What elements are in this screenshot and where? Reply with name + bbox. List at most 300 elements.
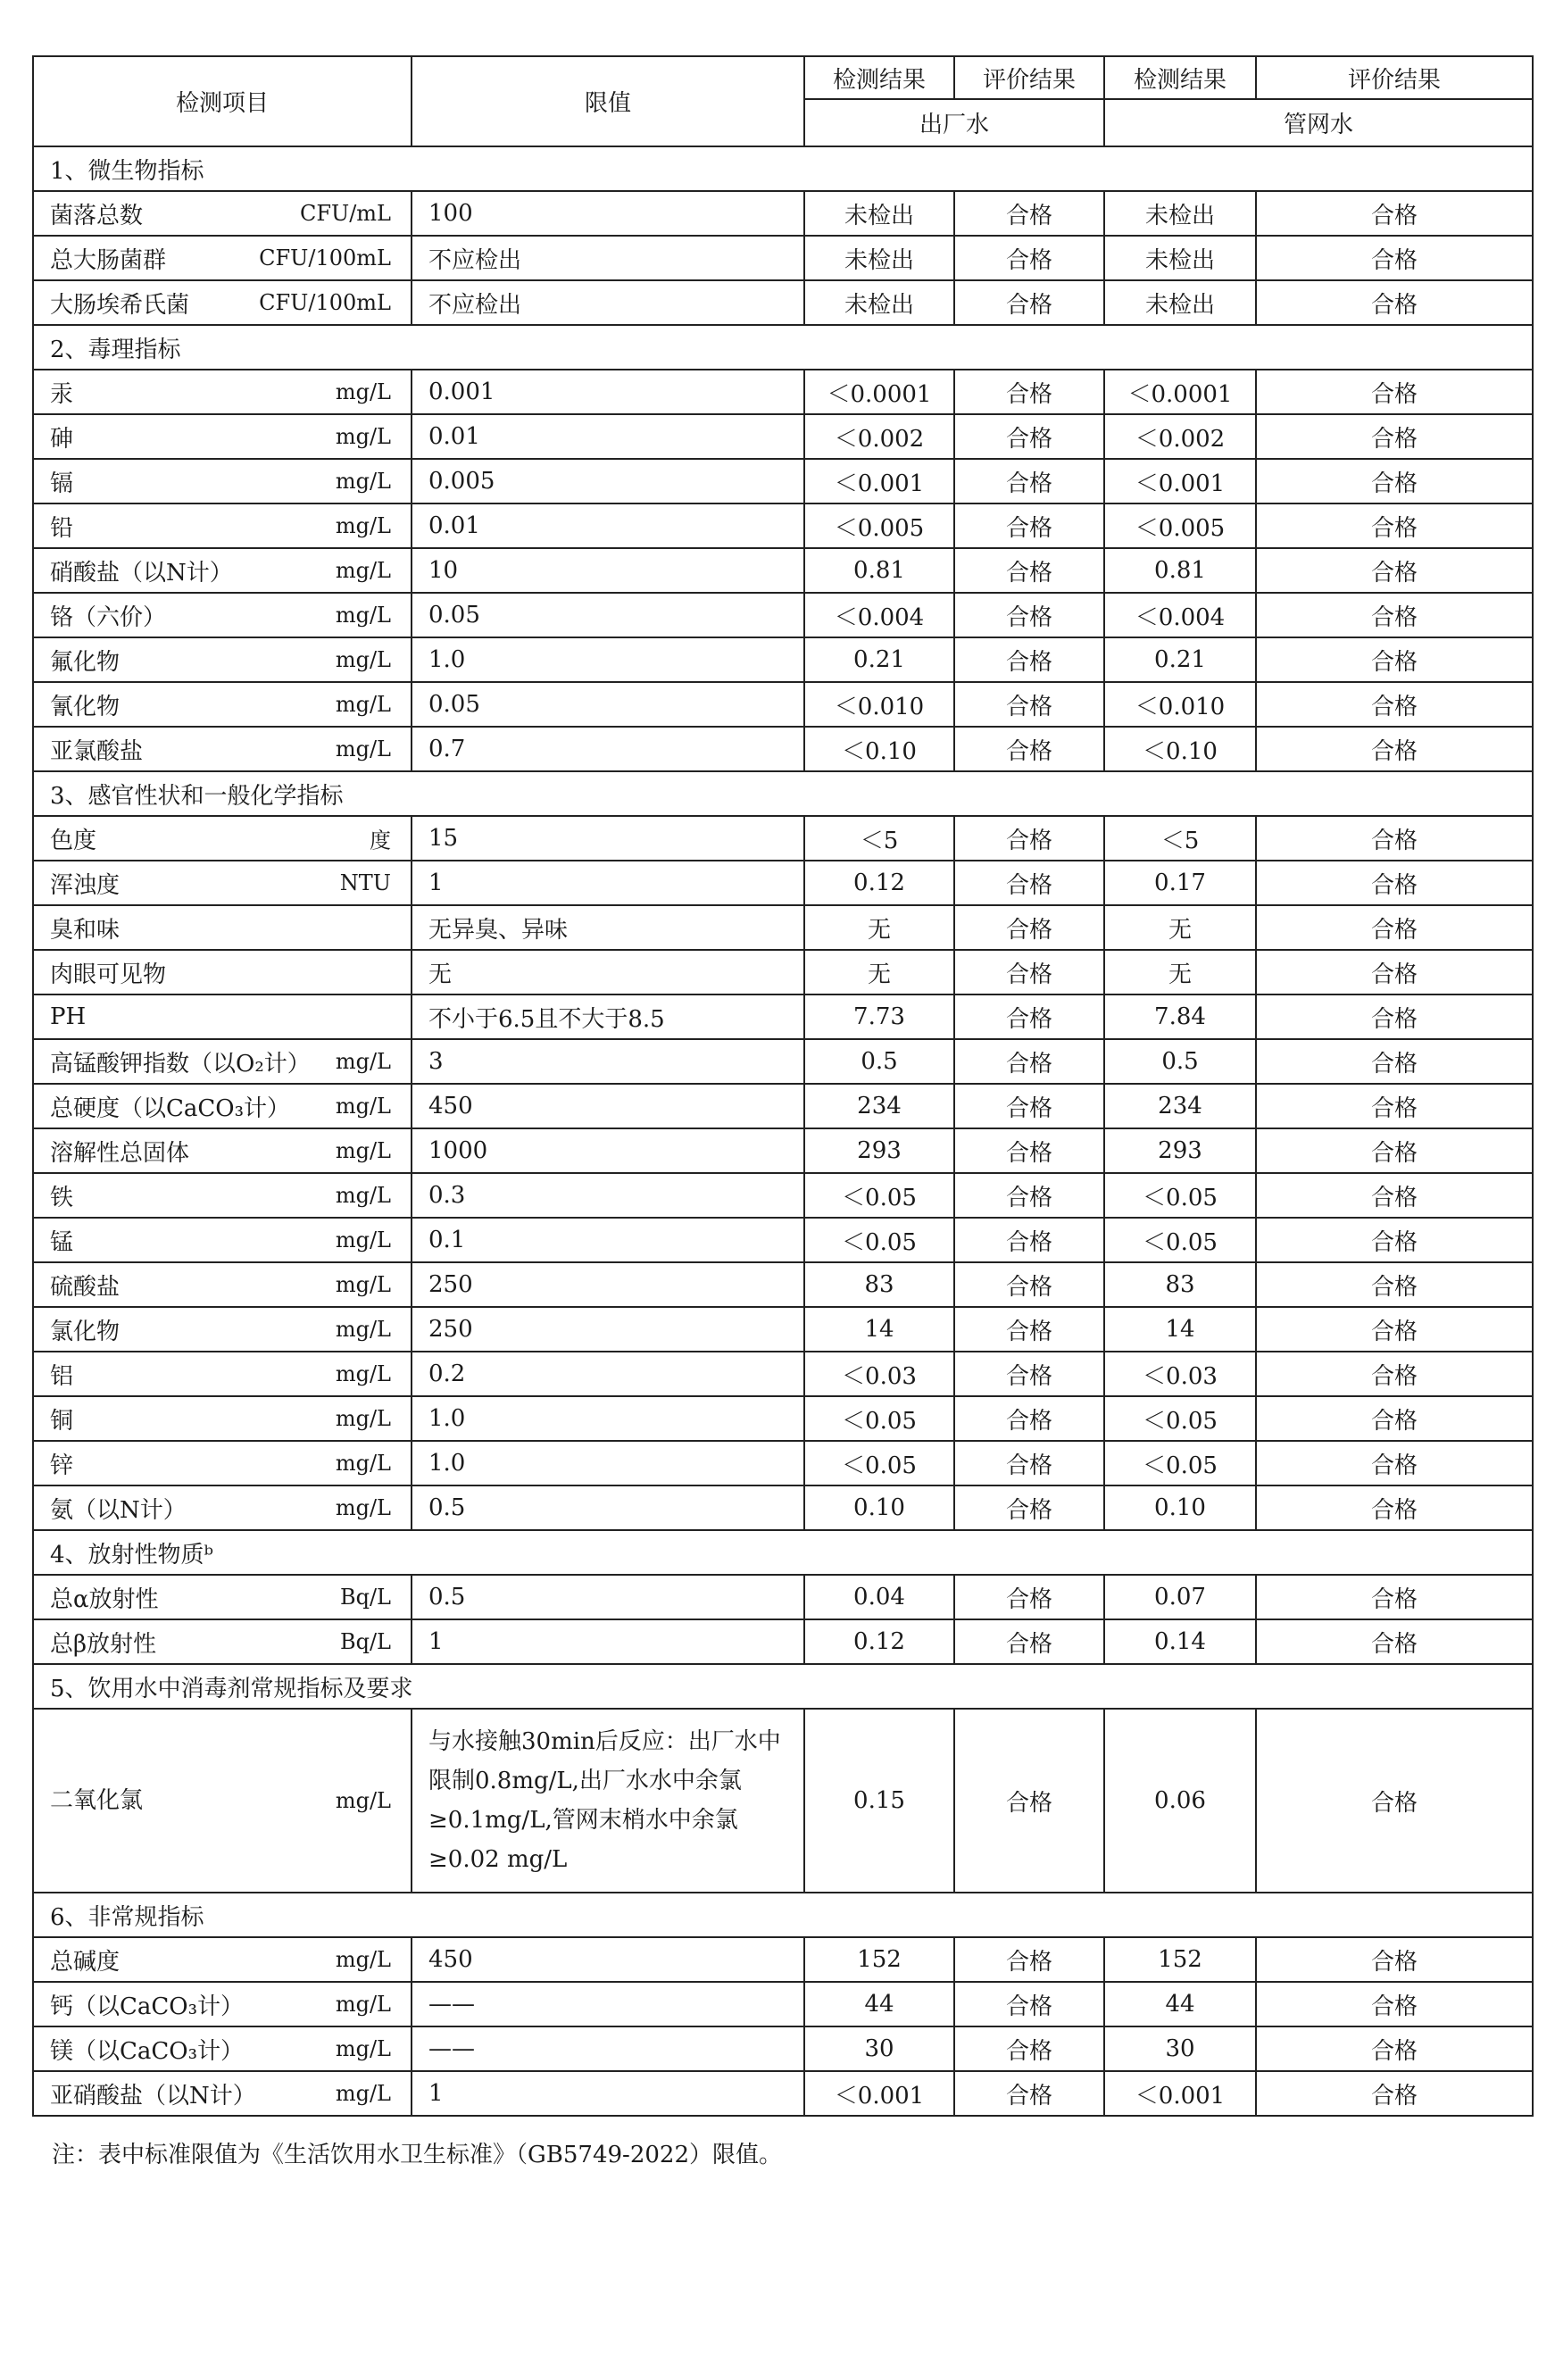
item-unit: mg/L: [335, 1992, 391, 2017]
result-factory: ＜0.10: [804, 727, 954, 771]
eval-factory: 合格: [954, 1396, 1104, 1441]
limit-value: 0.01: [412, 503, 804, 548]
item-cell: [33, 1262, 412, 1307]
result-factory: 未检出: [804, 280, 954, 325]
eval-network: 合格: [1256, 1396, 1533, 1441]
result-factory: 未检出: [804, 236, 954, 280]
item-unit: mg/L: [335, 1361, 391, 1386]
limit-value: 3: [412, 1039, 804, 1084]
section-title: 4、放射性物质ᵇ: [33, 1530, 1533, 1575]
item-cell: [33, 1485, 412, 1530]
result-factory: ＜0.005: [804, 503, 954, 548]
item-unit: mg/L: [335, 736, 391, 761]
result-factory: 0.12: [804, 1619, 954, 1664]
eval-network: 合格: [1256, 593, 1533, 637]
result-network: 30: [1104, 2026, 1256, 2071]
result-network: 0.21: [1104, 637, 1256, 682]
item-cell: [33, 1039, 412, 1084]
item-unit: Bq/L: [339, 1585, 391, 1610]
item-unit: mg/L: [335, 1788, 391, 1813]
item-name: 氟化物: [50, 648, 121, 676]
table-row: [33, 1173, 1533, 1218]
eval-network: 合格: [1256, 1084, 1533, 1128]
table-row: [33, 370, 1533, 414]
eval-network: 合格: [1256, 2071, 1533, 2116]
item-unit: mg/L: [335, 379, 391, 404]
item-name: 二氧化氯: [50, 1787, 144, 1814]
item-cell: [33, 1982, 412, 2026]
section-row: [33, 771, 1533, 816]
eval-network: 合格: [1256, 861, 1533, 905]
result-factory: 152: [804, 1937, 954, 1982]
eval-network: 合格: [1256, 236, 1533, 280]
item-unit: mg/L: [335, 1049, 391, 1074]
limit-value: 0.001: [412, 370, 804, 414]
item-cell: [33, 861, 412, 905]
header-result-2: 检测结果: [1104, 56, 1256, 99]
result-network: 0.07: [1104, 1575, 1256, 1619]
limit-value: 0.01: [412, 414, 804, 459]
result-factory: ＜0.004: [804, 593, 954, 637]
item-name: 高锰酸钾指数（以O₂计）: [50, 1050, 311, 1078]
item-cell: [33, 1709, 412, 1893]
water-quality-table: [32, 55, 1534, 2117]
item-cell: [33, 994, 412, 1039]
eval-network: 合格: [1256, 1575, 1533, 1619]
limit-value: 450: [412, 1937, 804, 1982]
eval-factory: 合格: [954, 1709, 1104, 1893]
eval-network: 合格: [1256, 414, 1533, 459]
item-name: 大肠埃希氏菌: [50, 291, 190, 319]
item-name: 锌: [50, 1452, 74, 1479]
eval-factory: 合格: [954, 682, 1104, 727]
item-cell: [33, 1218, 412, 1262]
item-cell: [33, 414, 412, 459]
item-unit: mg/L: [335, 513, 391, 538]
eval-factory: 合格: [954, 236, 1104, 280]
item-unit: mg/L: [335, 558, 391, 583]
table-row: [33, 1218, 1533, 1262]
item-unit: mg/L: [335, 1138, 391, 1163]
result-network: 293: [1104, 1128, 1256, 1173]
header-group-network: 管网水: [1104, 99, 1533, 146]
eval-network: 合格: [1256, 1039, 1533, 1084]
item-unit: Bq/L: [339, 1629, 391, 1654]
item-cell: [33, 370, 412, 414]
limit-value: 1.0: [412, 637, 804, 682]
table-row: [33, 1485, 1533, 1530]
eval-network: 合格: [1256, 950, 1533, 994]
item-name: PH: [50, 1003, 87, 1030]
result-network: ＜0.004: [1104, 593, 1256, 637]
eval-network: 合格: [1256, 637, 1533, 682]
item-unit: mg/L: [335, 603, 391, 628]
eval-factory: 合格: [954, 414, 1104, 459]
table-row: [33, 459, 1533, 503]
table-row: [33, 1084, 1533, 1128]
item-cell: [33, 1441, 412, 1485]
item-cell: [33, 236, 412, 280]
eval-network: 合格: [1256, 1218, 1533, 1262]
table-row: [33, 236, 1533, 280]
eval-factory: 合格: [954, 637, 1104, 682]
result-factory: ＜0.002: [804, 414, 954, 459]
eval-network: 合格: [1256, 1709, 1533, 1893]
result-network: 无: [1104, 950, 1256, 994]
item-cell: [33, 1173, 412, 1218]
result-network: ＜0.10: [1104, 727, 1256, 771]
item-unit: mg/L: [335, 1183, 391, 1208]
result-network: 未检出: [1104, 236, 1256, 280]
section-title: 5、饮用水中消毒剂常规指标及要求: [33, 1664, 1533, 1709]
item-cell: [33, 1937, 412, 1982]
item-name: 总硬度（以CaCO₃计）: [50, 1094, 291, 1122]
section-row: [33, 146, 1533, 191]
table-row: [33, 1575, 1533, 1619]
section-title: 3、感官性状和一般化学指标: [33, 771, 1533, 816]
result-factory: 0.04: [804, 1575, 954, 1619]
item-name: 氰化物: [50, 693, 121, 720]
item-cell: [33, 905, 412, 950]
header-row-1: [33, 56, 1533, 99]
limit-value: 无: [412, 950, 804, 994]
item-cell: [33, 682, 412, 727]
eval-factory: 合格: [954, 2026, 1104, 2071]
limit-value: 不应检出: [412, 236, 804, 280]
item-name: 锰: [50, 1228, 74, 1256]
result-network: ＜0.002: [1104, 414, 1256, 459]
result-network: 44: [1104, 1982, 1256, 2026]
result-network: ＜0.05: [1104, 1173, 1256, 1218]
table-row: [33, 1039, 1533, 1084]
item-unit: mg/L: [335, 1272, 391, 1297]
item-cell: [33, 2026, 412, 2071]
eval-factory: 合格: [954, 1441, 1104, 1485]
eval-network: 合格: [1256, 280, 1533, 325]
eval-network: 合格: [1256, 503, 1533, 548]
result-network: 0.10: [1104, 1485, 1256, 1530]
section-row: [33, 1664, 1533, 1709]
item-cell: [33, 1128, 412, 1173]
table-row: [33, 191, 1533, 236]
table-row: [33, 1982, 1533, 2026]
section-row: [33, 1893, 1533, 1937]
limit-value: 1.0: [412, 1441, 804, 1485]
header-item: 检测项目: [33, 56, 412, 146]
eval-factory: 合格: [954, 503, 1104, 548]
report-document: [32, 55, 1532, 2169]
item-unit: mg/L: [335, 424, 391, 449]
limit-value: 0.2: [412, 1352, 804, 1396]
result-factory: 无: [804, 905, 954, 950]
result-factory: ＜0.001: [804, 459, 954, 503]
result-factory: 未检出: [804, 191, 954, 236]
item-name: 铁: [50, 1184, 74, 1211]
limit-value: 1: [412, 1619, 804, 1664]
result-network: ＜0.001: [1104, 459, 1256, 503]
section-title: 2、毒理指标: [33, 325, 1533, 370]
limit-value: 无异臭、异味: [412, 905, 804, 950]
item-cell: [33, 191, 412, 236]
item-unit: mg/L: [335, 2036, 391, 2061]
eval-factory: 合格: [954, 1485, 1104, 1530]
item-name: 总大肠菌群: [50, 246, 167, 274]
table-row: [33, 414, 1533, 459]
result-factory: ＜0.05: [804, 1218, 954, 1262]
result-network: 152: [1104, 1937, 1256, 1982]
eval-factory: 合格: [954, 905, 1104, 950]
table-row: [33, 280, 1533, 325]
result-factory: 0.21: [804, 637, 954, 682]
limit-value: 450: [412, 1084, 804, 1128]
item-unit: mg/L: [335, 1495, 391, 1520]
limit-value: 1: [412, 2071, 804, 2116]
result-factory: ＜0.03: [804, 1352, 954, 1396]
limit-value: 不小于6.5且不大于8.5: [412, 994, 804, 1039]
item-unit: mg/L: [335, 1406, 391, 1431]
result-network: 未检出: [1104, 191, 1256, 236]
eval-network: 合格: [1256, 1982, 1533, 2026]
eval-factory: 合格: [954, 1262, 1104, 1307]
item-name: 汞: [50, 380, 74, 408]
result-network: 234: [1104, 1084, 1256, 1128]
result-network: ＜0.005: [1104, 503, 1256, 548]
table-row: [33, 1441, 1533, 1485]
result-factory: 无: [804, 950, 954, 994]
item-unit: mg/L: [335, 1317, 391, 1342]
table-row: [33, 682, 1533, 727]
limit-value: 1000: [412, 1128, 804, 1173]
limit-value: 0.05: [412, 682, 804, 727]
item-name: 铬（六价）: [50, 603, 167, 631]
result-network: ＜0.010: [1104, 682, 1256, 727]
limit-value: 0.3: [412, 1173, 804, 1218]
item-unit: 度: [370, 828, 391, 853]
item-cell: [33, 1084, 412, 1128]
section-title: 6、非常规指标: [33, 1893, 1533, 1937]
item-cell: [33, 727, 412, 771]
eval-factory: 合格: [954, 994, 1104, 1039]
result-network: 83: [1104, 1262, 1256, 1307]
table-row: [33, 950, 1533, 994]
table-row: [33, 1307, 1533, 1352]
item-cell: [33, 637, 412, 682]
result-network: ＜0.03: [1104, 1352, 1256, 1396]
item-cell: [33, 950, 412, 994]
item-name: 硝酸盐（以N计）: [50, 559, 233, 587]
eval-network: 合格: [1256, 1485, 1533, 1530]
table-row: [33, 816, 1533, 861]
item-name: 浑浊度: [50, 871, 121, 899]
item-name: 肉眼可见物: [50, 961, 167, 988]
item-unit: mg/L: [335, 692, 391, 717]
table-row: [33, 1937, 1533, 1982]
result-factory: 44: [804, 1982, 954, 2026]
table-row: [33, 1709, 1533, 1893]
limit-value: ——: [412, 1982, 804, 2026]
item-cell: [33, 816, 412, 861]
eval-network: 合格: [1256, 1128, 1533, 1173]
item-name: 砷: [50, 425, 74, 453]
item-cell: [33, 503, 412, 548]
eval-factory: 合格: [954, 1619, 1104, 1664]
item-unit: mg/L: [335, 2081, 391, 2106]
table-row: [33, 1262, 1533, 1307]
item-name: 钙（以CaCO₃计）: [50, 1993, 245, 2020]
result-network: ＜0.0001: [1104, 370, 1256, 414]
eval-factory: 合格: [954, 280, 1104, 325]
result-network: ＜0.05: [1104, 1396, 1256, 1441]
item-unit: mg/L: [335, 1947, 391, 1972]
table-row: [33, 727, 1533, 771]
result-factory: 0.15: [804, 1709, 954, 1893]
eval-network: 合格: [1256, 1307, 1533, 1352]
eval-factory: 合格: [954, 548, 1104, 593]
table-row: [33, 905, 1533, 950]
result-network: ＜0.05: [1104, 1218, 1256, 1262]
item-cell: [33, 1396, 412, 1441]
limit-value: 250: [412, 1307, 804, 1352]
item-name: 总α放射性: [50, 1585, 159, 1613]
item-name: 铅: [50, 514, 74, 542]
result-factory: 14: [804, 1307, 954, 1352]
limit-value: 0.5: [412, 1575, 804, 1619]
item-name: 氨（以N计）: [50, 1496, 187, 1524]
result-factory: 0.81: [804, 548, 954, 593]
result-factory: ＜5: [804, 816, 954, 861]
eval-network: 合格: [1256, 994, 1533, 1039]
result-factory: ＜0.010: [804, 682, 954, 727]
result-network: 无: [1104, 905, 1256, 950]
limit-value: 0.1: [412, 1218, 804, 1262]
table-row: [33, 637, 1533, 682]
item-name: 菌落总数: [50, 202, 144, 229]
item-unit: mg/L: [335, 1094, 391, 1119]
result-factory: 0.12: [804, 861, 954, 905]
eval-factory: 合格: [954, 727, 1104, 771]
eval-network: 合格: [1256, 1262, 1533, 1307]
item-name: 总碱度: [50, 1948, 121, 1976]
eval-network: 合格: [1256, 1441, 1533, 1485]
item-name: 镉: [50, 470, 74, 497]
item-cell: [33, 2071, 412, 2116]
eval-network: 合格: [1256, 2026, 1533, 2071]
item-unit: CFU/100mL: [259, 290, 391, 315]
item-unit: mg/L: [335, 1227, 391, 1252]
eval-factory: 合格: [954, 1982, 1104, 2026]
header-eval-2: 评价结果: [1256, 56, 1533, 99]
section-row: [33, 1530, 1533, 1575]
item-cell: [33, 459, 412, 503]
table-row: [33, 2026, 1533, 2071]
eval-network: 合格: [1256, 682, 1533, 727]
header-limit: 限值: [412, 56, 804, 146]
eval-factory: 合格: [954, 816, 1104, 861]
result-factory: ＜0.05: [804, 1441, 954, 1485]
table-row: [33, 593, 1533, 637]
footnote: 注：表中标准限值为《生活饮用水卫生标准》（GB5749-2022）限值。: [52, 2142, 782, 2168]
eval-factory: 合格: [954, 593, 1104, 637]
eval-network: 合格: [1256, 1173, 1533, 1218]
table-row: [33, 1352, 1533, 1396]
eval-factory: 合格: [954, 191, 1104, 236]
eval-network: 合格: [1256, 905, 1533, 950]
limit-value: 15: [412, 816, 804, 861]
result-network: 0.17: [1104, 861, 1256, 905]
result-factory: 0.10: [804, 1485, 954, 1530]
eval-factory: 合格: [954, 1352, 1104, 1396]
result-factory: 83: [804, 1262, 954, 1307]
result-network: 14: [1104, 1307, 1256, 1352]
eval-network: 合格: [1256, 1352, 1533, 1396]
result-network: ＜0.05: [1104, 1441, 1256, 1485]
header-group-factory: 出厂水: [804, 99, 1104, 146]
eval-factory: 合格: [954, 1128, 1104, 1173]
eval-factory: 合格: [954, 1039, 1104, 1084]
table-row: [33, 1128, 1533, 1173]
item-cell: [33, 1619, 412, 1664]
item-name: 氯化物: [50, 1318, 121, 1345]
item-name: 硫酸盐: [50, 1273, 121, 1301]
header-eval-1: 评价结果: [954, 56, 1104, 99]
item-cell: [33, 593, 412, 637]
eval-factory: 合格: [954, 1218, 1104, 1262]
eval-factory: 合格: [954, 861, 1104, 905]
limit-value: 0.5: [412, 1485, 804, 1530]
eval-factory: 合格: [954, 1937, 1104, 1982]
eval-factory: 合格: [954, 459, 1104, 503]
eval-factory: 合格: [954, 370, 1104, 414]
eval-network: 合格: [1256, 1937, 1533, 1982]
result-network: ＜5: [1104, 816, 1256, 861]
eval-network: 合格: [1256, 1619, 1533, 1664]
eval-network: 合格: [1256, 370, 1533, 414]
header-result-1: 检测结果: [804, 56, 954, 99]
item-name: 总β放射性: [50, 1630, 157, 1658]
item-name: 臭和味: [50, 916, 121, 944]
section-title: 1、微生物指标: [33, 146, 1533, 191]
limit-value: 与水接触30min后反应：出厂水中限制0.8mg/L,出厂水水中余氯≥0.1mg/L,管网末梢水中余氯≥0.02 mg/L: [412, 1709, 804, 1893]
limit-value: 250: [412, 1262, 804, 1307]
eval-factory: 合格: [954, 1575, 1104, 1619]
eval-network: 合格: [1256, 191, 1533, 236]
result-network: 7.84: [1104, 994, 1256, 1039]
item-cell: [33, 548, 412, 593]
table-row: [33, 503, 1533, 548]
limit-value: 1.0: [412, 1396, 804, 1441]
item-name: 铝: [50, 1362, 74, 1390]
limit-value: 10: [412, 548, 804, 593]
limit-value: 0.7: [412, 727, 804, 771]
item-cell: [33, 280, 412, 325]
eval-factory: 合格: [954, 950, 1104, 994]
item-cell: [33, 1352, 412, 1396]
result-factory: 293: [804, 1128, 954, 1173]
eval-factory: 合格: [954, 1084, 1104, 1128]
result-network: 0.81: [1104, 548, 1256, 593]
item-unit: NTU: [339, 870, 391, 895]
item-name: 亚氯酸盐: [50, 737, 144, 765]
limit-value: 100: [412, 191, 804, 236]
item-name: 镁（以CaCO₃计）: [50, 2037, 245, 2065]
eval-factory: 合格: [954, 1307, 1104, 1352]
table-row: [33, 861, 1533, 905]
item-unit: CFU/100mL: [259, 245, 391, 270]
result-factory: 7.73: [804, 994, 954, 1039]
section-row: [33, 325, 1533, 370]
result-network: 0.06: [1104, 1709, 1256, 1893]
item-cell: [33, 1575, 412, 1619]
